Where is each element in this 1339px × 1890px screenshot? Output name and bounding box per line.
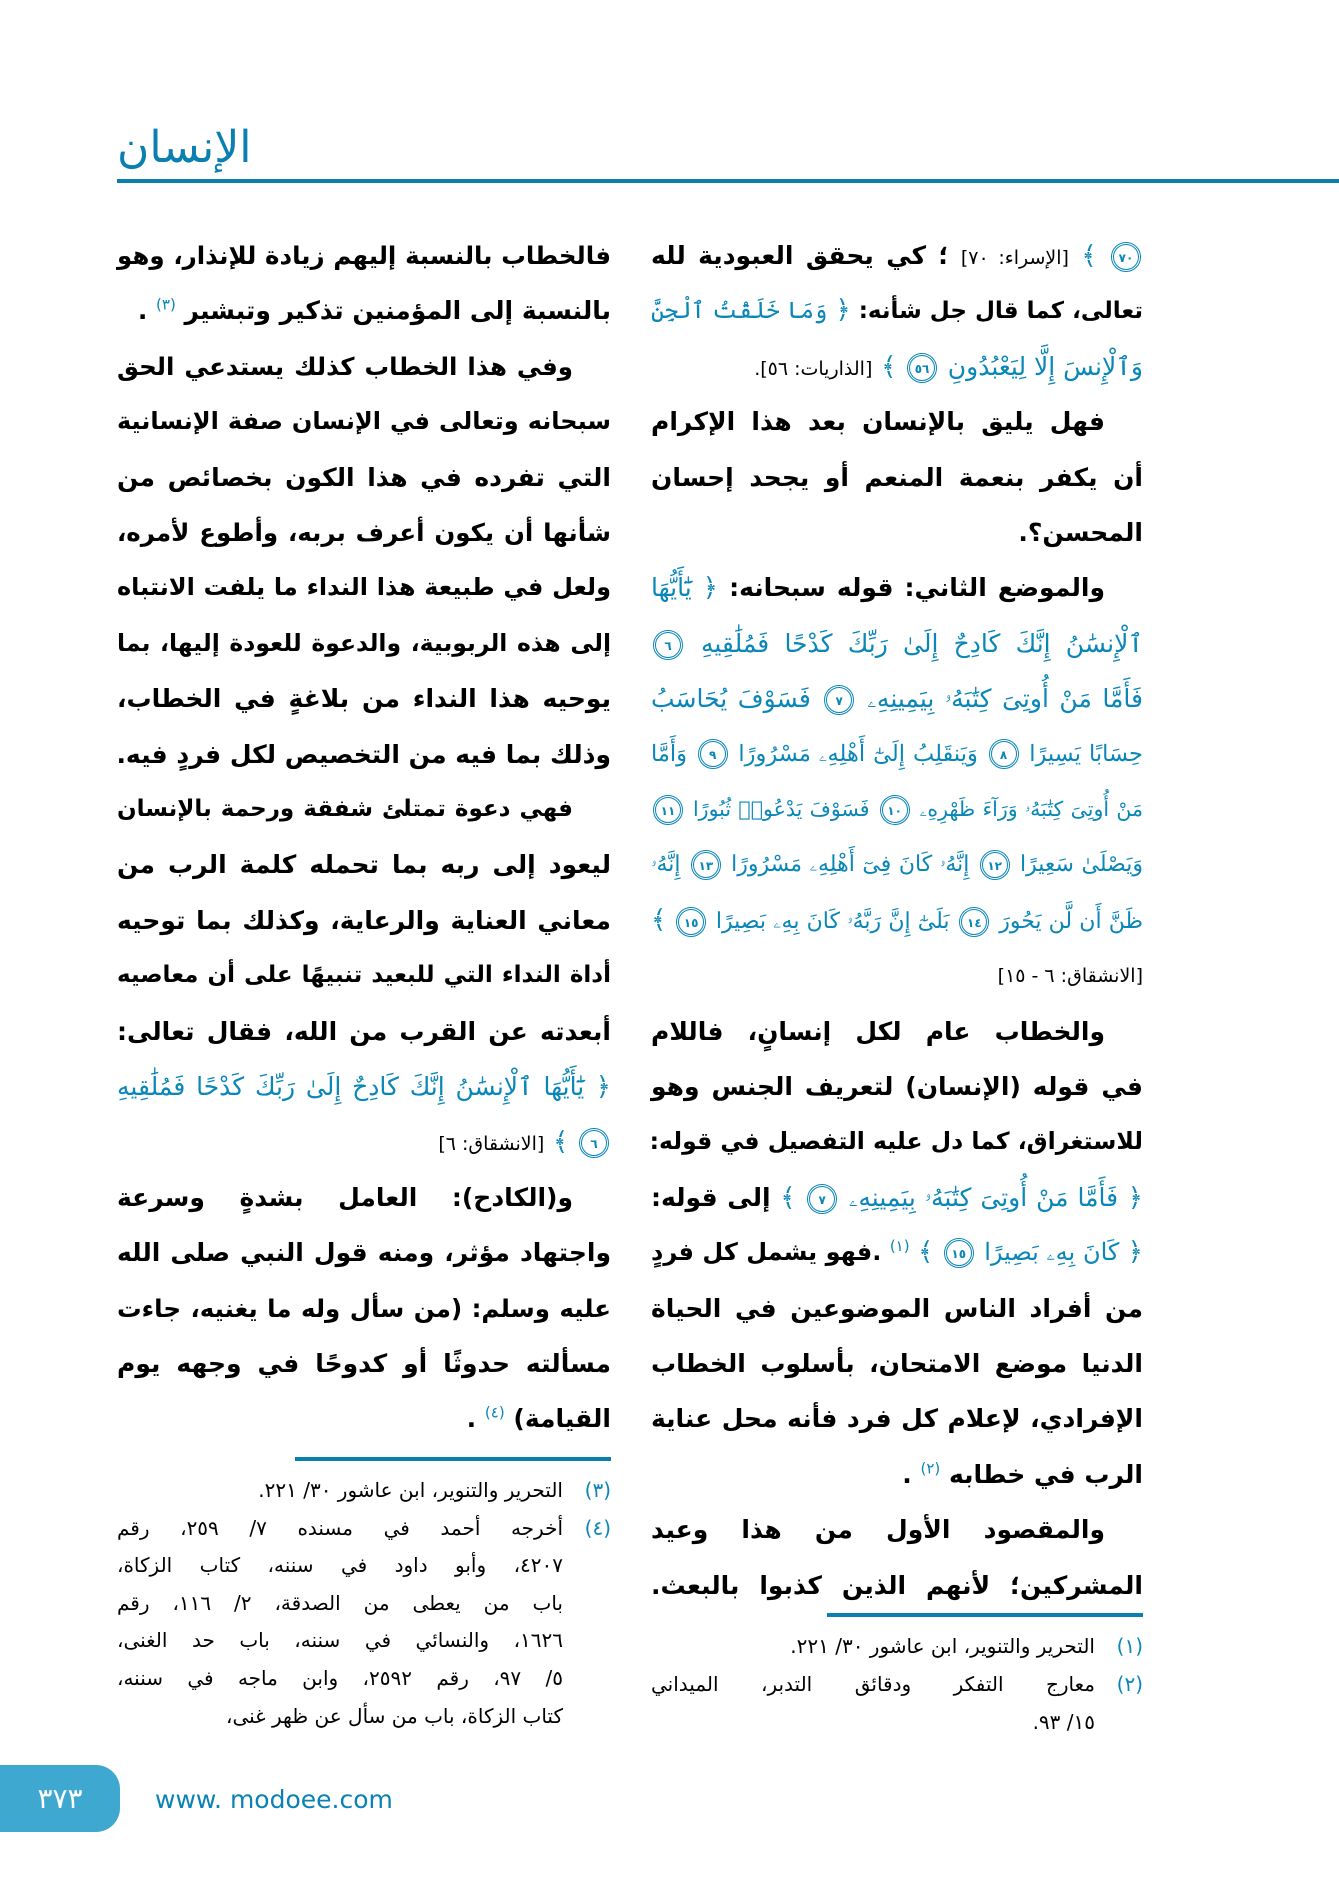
ayah-number-marker: ١٣ xyxy=(691,850,721,880)
quran-verse: وَيَنقَلِبُ إِلَىٰٓ أَهْلِهِۦ مَسْرُورًا xyxy=(738,740,978,767)
footnote-text: كتاب الزكاة، باب من سأل عن ظهر غنى، xyxy=(226,1703,563,1728)
ayah-number-marker: ٦ xyxy=(579,1128,609,1158)
quran-verse: كَانَ بِهِۦ بَصِيرًا xyxy=(984,1238,1120,1267)
text-line xyxy=(117,1114,611,1169)
body-text: بالنسبة إلى المؤمنين تذكير وتبشير xyxy=(184,296,611,326)
footnote-number: (٣) xyxy=(584,1478,611,1502)
quran-verse: إِنَّهُۥ كَانَ فِىٓ أَهْلِهِۦ مَسْرُورًا xyxy=(731,852,970,878)
body-text: و(الكادح): العامل بشدةٍ وسرعة xyxy=(117,1182,573,1212)
quran-verse: يَٰٓأَيُّهَا xyxy=(651,573,692,603)
text-line xyxy=(117,837,611,892)
text-line xyxy=(117,1336,611,1391)
footnote-text: التحرير والتنوير، ابن عاشور ٣٠/ ٢٢١. xyxy=(790,1634,1095,1658)
verse-reference: [الذاريات: ٥٦]. xyxy=(754,357,873,380)
body-text: أن يكفر بنعمة المنعم أو يجحد إحسان xyxy=(651,462,1143,492)
body-text: يوحيه هذا النداء من بلاغةٍ في الخطاب، xyxy=(117,684,611,714)
quran-verse: وَمَا خَلَقْتُ ٱلْجِنَّ xyxy=(651,298,828,325)
ornate-bracket-close-icon: ﴾ xyxy=(780,1182,796,1213)
footnote-number: (٢) xyxy=(1116,1672,1143,1696)
text-line xyxy=(117,339,611,394)
website-link[interactable]: www. modoee.com xyxy=(155,1785,393,1814)
text-line xyxy=(651,1391,1143,1446)
text-line xyxy=(651,450,1143,505)
text-line xyxy=(117,1225,611,1280)
footnote-text: ٤٢٠٧، وأبو داود في سننه، كتاب الزكاة، xyxy=(117,1553,563,1578)
text-line xyxy=(651,505,1143,560)
ornate-bracket-open-icon: ﴿ xyxy=(1127,1182,1143,1213)
header-divider xyxy=(117,179,1339,183)
ayah-number-marker: ١٥ xyxy=(676,907,706,937)
ayah-number-marker: ٨ xyxy=(989,739,1019,769)
text-line xyxy=(117,727,611,782)
body-text: . xyxy=(902,1459,912,1489)
body-text: أبعدته عن القرب من الله، فقال تعالى: xyxy=(117,1016,611,1046)
footnote-separator-right xyxy=(827,1613,1143,1617)
text-line xyxy=(117,228,611,283)
body-text: والمقصود الأول من هذا وعيد xyxy=(651,1515,1105,1545)
footnote-text: ١٥/ ٩٣. xyxy=(1032,1710,1095,1734)
text-line xyxy=(651,837,1143,892)
ayah-number-marker: ٧ xyxy=(807,1184,837,1214)
ayah-number-marker: ١٥ xyxy=(944,1238,974,1268)
ornate-bracket-close-icon: ﴾ xyxy=(881,351,897,382)
body-text: ؛ كي يحقق العبودية لله xyxy=(651,241,949,270)
text-line xyxy=(117,1059,611,1114)
footnote-marker: (٤) xyxy=(484,1404,505,1423)
body-text: مسألته حدوثًا أو كدوحًا في وجهه يوم xyxy=(117,1349,611,1378)
body-text: الدنيا موضع الامتحان، بأسلوب الخطاب xyxy=(651,1349,1143,1378)
quran-verse: يَٰٓأَيُّهَا ٱلْإِنسَٰنُ إِنَّكَ كَادِحٌ إِلَىٰ رَبِّكَ كَدْحًا فَمُلَٰقِيهِ xyxy=(117,1072,585,1101)
body-text: إلى قوله: xyxy=(651,1182,771,1212)
page-number: ٣٧٣ xyxy=(0,1765,120,1832)
body-text: فالخطاب بالنسبة إليهم زيادة للإنذار، وهو xyxy=(117,241,611,270)
footnote-number: (١) xyxy=(1116,1634,1143,1658)
footnote-number: (٤) xyxy=(584,1515,611,1540)
footnote-text: باب من يعطى من الصدقة، ٢/ ١١٦، رقم xyxy=(117,1590,563,1615)
footnote-text: أخرجه أحمد في مسنده ٧/ ٢٥٩، رقم xyxy=(117,1515,563,1540)
body-text: الإفرادي، لإعلام كل فرد فأنه محل عناية xyxy=(651,1404,1143,1434)
quran-verse: وَيَصْلَىٰ سَعِيرًا xyxy=(1019,852,1143,878)
body-text: في قوله (الإنسان) لتعريف الجنس وهو xyxy=(651,1072,1143,1101)
text-line xyxy=(117,948,611,1003)
text-line xyxy=(651,1170,1143,1225)
text-line xyxy=(117,450,611,505)
body-text: التي تفرده في هذا الكون بخصائص من xyxy=(117,462,611,492)
ayah-number-marker: ٩ xyxy=(698,739,728,769)
text-line xyxy=(117,1004,611,1059)
verse-reference: [الإسراء: ٧٠] xyxy=(960,247,1069,269)
text-line xyxy=(117,1281,611,1336)
text-line xyxy=(651,283,1143,338)
quran-verse: ٱلْإِنسَٰنُ إِنَّكَ كَادِحٌ إِلَىٰ رَبِّكَ كَدْحًا فَمُلَٰقِيهِ xyxy=(700,628,1143,658)
text-line xyxy=(651,727,1143,782)
quran-verse: فَسَوْفَ يَدْعُوا۟ ثُبُورًا xyxy=(692,797,870,821)
ayah-number-marker: ٥٦ xyxy=(907,353,937,383)
body-text: والموضع الثاني: قوله سبحانه: xyxy=(718,573,1105,603)
body-text: شأنها أن يكون أعرف بربه، وأطوع لأمره، xyxy=(117,518,611,547)
body-text: فهي دعوة تمتلئ شفقة ورحمة بالإنسان xyxy=(117,796,573,822)
text-line xyxy=(651,1502,1143,1557)
text-line xyxy=(117,782,611,837)
ayah-number-marker: ١١ xyxy=(653,795,683,825)
quran-verse: بَلَىٰٓ إِنَّ رَبَّهُۥ كَانَ بِهِۦ بَصِيرًا xyxy=(715,908,950,934)
quran-verse: فَسَوْفَ يُحَاسَبُ xyxy=(651,684,811,714)
text-line xyxy=(117,283,611,338)
ornate-bracket-close-icon: ﴾ xyxy=(1081,241,1097,271)
body-text: عليه وسلم: (من سأل وله ما يغنيه، جاءت xyxy=(117,1293,611,1323)
text-line xyxy=(117,505,611,560)
body-text: المحسن؟. xyxy=(1018,518,1143,547)
body-text: القيامة) xyxy=(513,1404,611,1434)
text-line xyxy=(117,1391,611,1446)
body-text: ليعود إلى ربه بما تحمله كلمة الرب من xyxy=(117,850,611,880)
footnote-text: معارج التفكر ودقائق التدبر، الميداني xyxy=(651,1672,1095,1696)
quran-verse: ظَنَّ أَن لَّن يَحُورَ xyxy=(999,908,1143,934)
chapter-title: الإنسان xyxy=(117,122,252,173)
body-text: للاستغراق، كما دل عليه التفصيل في قوله: xyxy=(649,1127,1143,1156)
text-line xyxy=(651,616,1143,671)
text-line xyxy=(117,616,611,671)
body-text: من أفراد الناس الموضوعين في الحياة xyxy=(651,1293,1143,1323)
body-text: وفي هذا الخطاب كذلك يستدعي الحق xyxy=(117,351,573,381)
body-text: الرب في خطابه xyxy=(948,1459,1143,1489)
ayah-number-marker: ٧٠ xyxy=(1111,242,1141,272)
body-text: والخطاب عام لكل إنسانٍ، فاللام xyxy=(651,1016,1105,1046)
footnote-separator-left xyxy=(295,1457,611,1461)
body-text: أداة النداء التي للبعيد تنبيهًا على أن معاصيه xyxy=(117,962,611,989)
quran-verse: إِنَّهُۥ xyxy=(651,852,681,878)
body-text: المشركين؛ لأنهم الذين كذبوا بالبعث. xyxy=(651,1570,1143,1600)
ayah-number-marker: ٧ xyxy=(824,685,854,715)
ornate-bracket-open-icon: ﴿ xyxy=(595,1072,611,1102)
text-line xyxy=(117,1170,611,1225)
verse-reference: [الانشقاق: ٦] xyxy=(438,1133,545,1156)
ornate-bracket-close-icon: ﴾ xyxy=(918,1237,934,1268)
quran-verse: حِسَابًا يَسِيرًا xyxy=(1029,740,1143,767)
footnote-marker: (٣) xyxy=(156,296,176,315)
text-line xyxy=(117,560,611,615)
body-text: وذلك بما فيه من التخصيص لكل فردٍ فيه. xyxy=(116,739,611,769)
body-text: فهل يليق بالإنسان بعد هذا الإكرام xyxy=(651,407,1105,437)
body-text: إلى هذه الربوبية، والدعوة للعودة إليها، بما xyxy=(117,628,611,657)
ornate-bracket-close-icon: ﴾ xyxy=(651,904,667,935)
ornate-bracket-open-icon: ﴿ xyxy=(1127,1237,1143,1268)
ayah-number-marker: ١٠ xyxy=(880,795,910,825)
quran-verse: وَٱلْإِنسَ إِلَّا لِيَعْبُدُونِ xyxy=(947,351,1143,381)
text-line xyxy=(651,339,1143,394)
footnote-text: التحرير والتنوير، ابن عاشور ٣٠/ ٢٢١. xyxy=(258,1478,563,1502)
body-text: . xyxy=(137,296,148,326)
footnote-text: ٥/ ٩٧، رقم ٢٥٩٢، وابن ماجه في سننه، xyxy=(117,1666,563,1690)
ayah-number-marker: ١٢ xyxy=(980,850,1010,880)
text-line xyxy=(651,1004,1143,1059)
verse-reference: [الانشقاق: ٦ - ١٥] xyxy=(997,965,1143,988)
text-line xyxy=(651,1225,1143,1280)
body-text: . xyxy=(466,1404,477,1434)
body-text: واجتهاد مؤثر، ومنه قول النبي صلى الله xyxy=(117,1238,611,1268)
ornate-bracket-close-icon: ﴾ xyxy=(553,1127,569,1158)
ornate-bracket-open-icon: ﴿ xyxy=(835,295,851,326)
footnote-text: ١٦٢٦، والنسائي في سننه، باب حد الغنى، xyxy=(117,1628,563,1653)
body-text: سبحانه وتعالى في الإنسان صفة الإنسانية xyxy=(117,407,611,436)
body-text: تعالى، كما قال جل شأنه: xyxy=(850,298,1143,325)
text-line xyxy=(651,671,1143,726)
text-line xyxy=(651,1447,1143,1502)
text-line xyxy=(651,782,1143,837)
footnote-marker: (١) xyxy=(889,1237,910,1256)
body-text: ولعل في طبيعة هذا النداء ما يلفت الانتباه xyxy=(117,573,611,602)
quran-verse: فَأَمَّا مَنْ أُوتِىَ كِتَٰبَهُۥ بِيَمِينِهِۦ xyxy=(848,1182,1119,1212)
text-line xyxy=(651,948,1143,1003)
text-line xyxy=(651,1558,1143,1613)
footnote-marker: (٢) xyxy=(920,1459,941,1478)
text-line xyxy=(651,1336,1143,1391)
ayah-number-marker: ٦ xyxy=(653,630,683,660)
text-line xyxy=(651,1114,1143,1169)
quran-verse: وَأَمَّا xyxy=(651,740,688,767)
text-line xyxy=(651,1059,1143,1114)
text-line xyxy=(651,394,1143,449)
quran-verse: مَنْ أُوتِىَ كِتَٰبَهُۥ وَرَآءَ ظَهْرِهِۦ xyxy=(919,797,1143,821)
text-line xyxy=(117,671,611,726)
text-line xyxy=(651,1281,1143,1336)
text-line xyxy=(651,560,1143,615)
text-line xyxy=(117,893,611,948)
ornate-bracket-open-icon: ﴿ xyxy=(702,573,718,604)
text-line xyxy=(651,228,1143,283)
text-line xyxy=(117,394,611,449)
quran-verse: فَأَمَّا مَنْ أُوتِىَ كِتَٰبَهُۥ بِيَمِينِهِۦ xyxy=(867,684,1143,714)
body-text: .فهو يشمل كل فردٍ xyxy=(651,1238,882,1267)
body-text: معاني العناية والرعاية، وكذلك بما توحيه xyxy=(117,905,611,935)
ayah-number-marker: ١٤ xyxy=(959,907,989,937)
text-line xyxy=(651,893,1143,948)
